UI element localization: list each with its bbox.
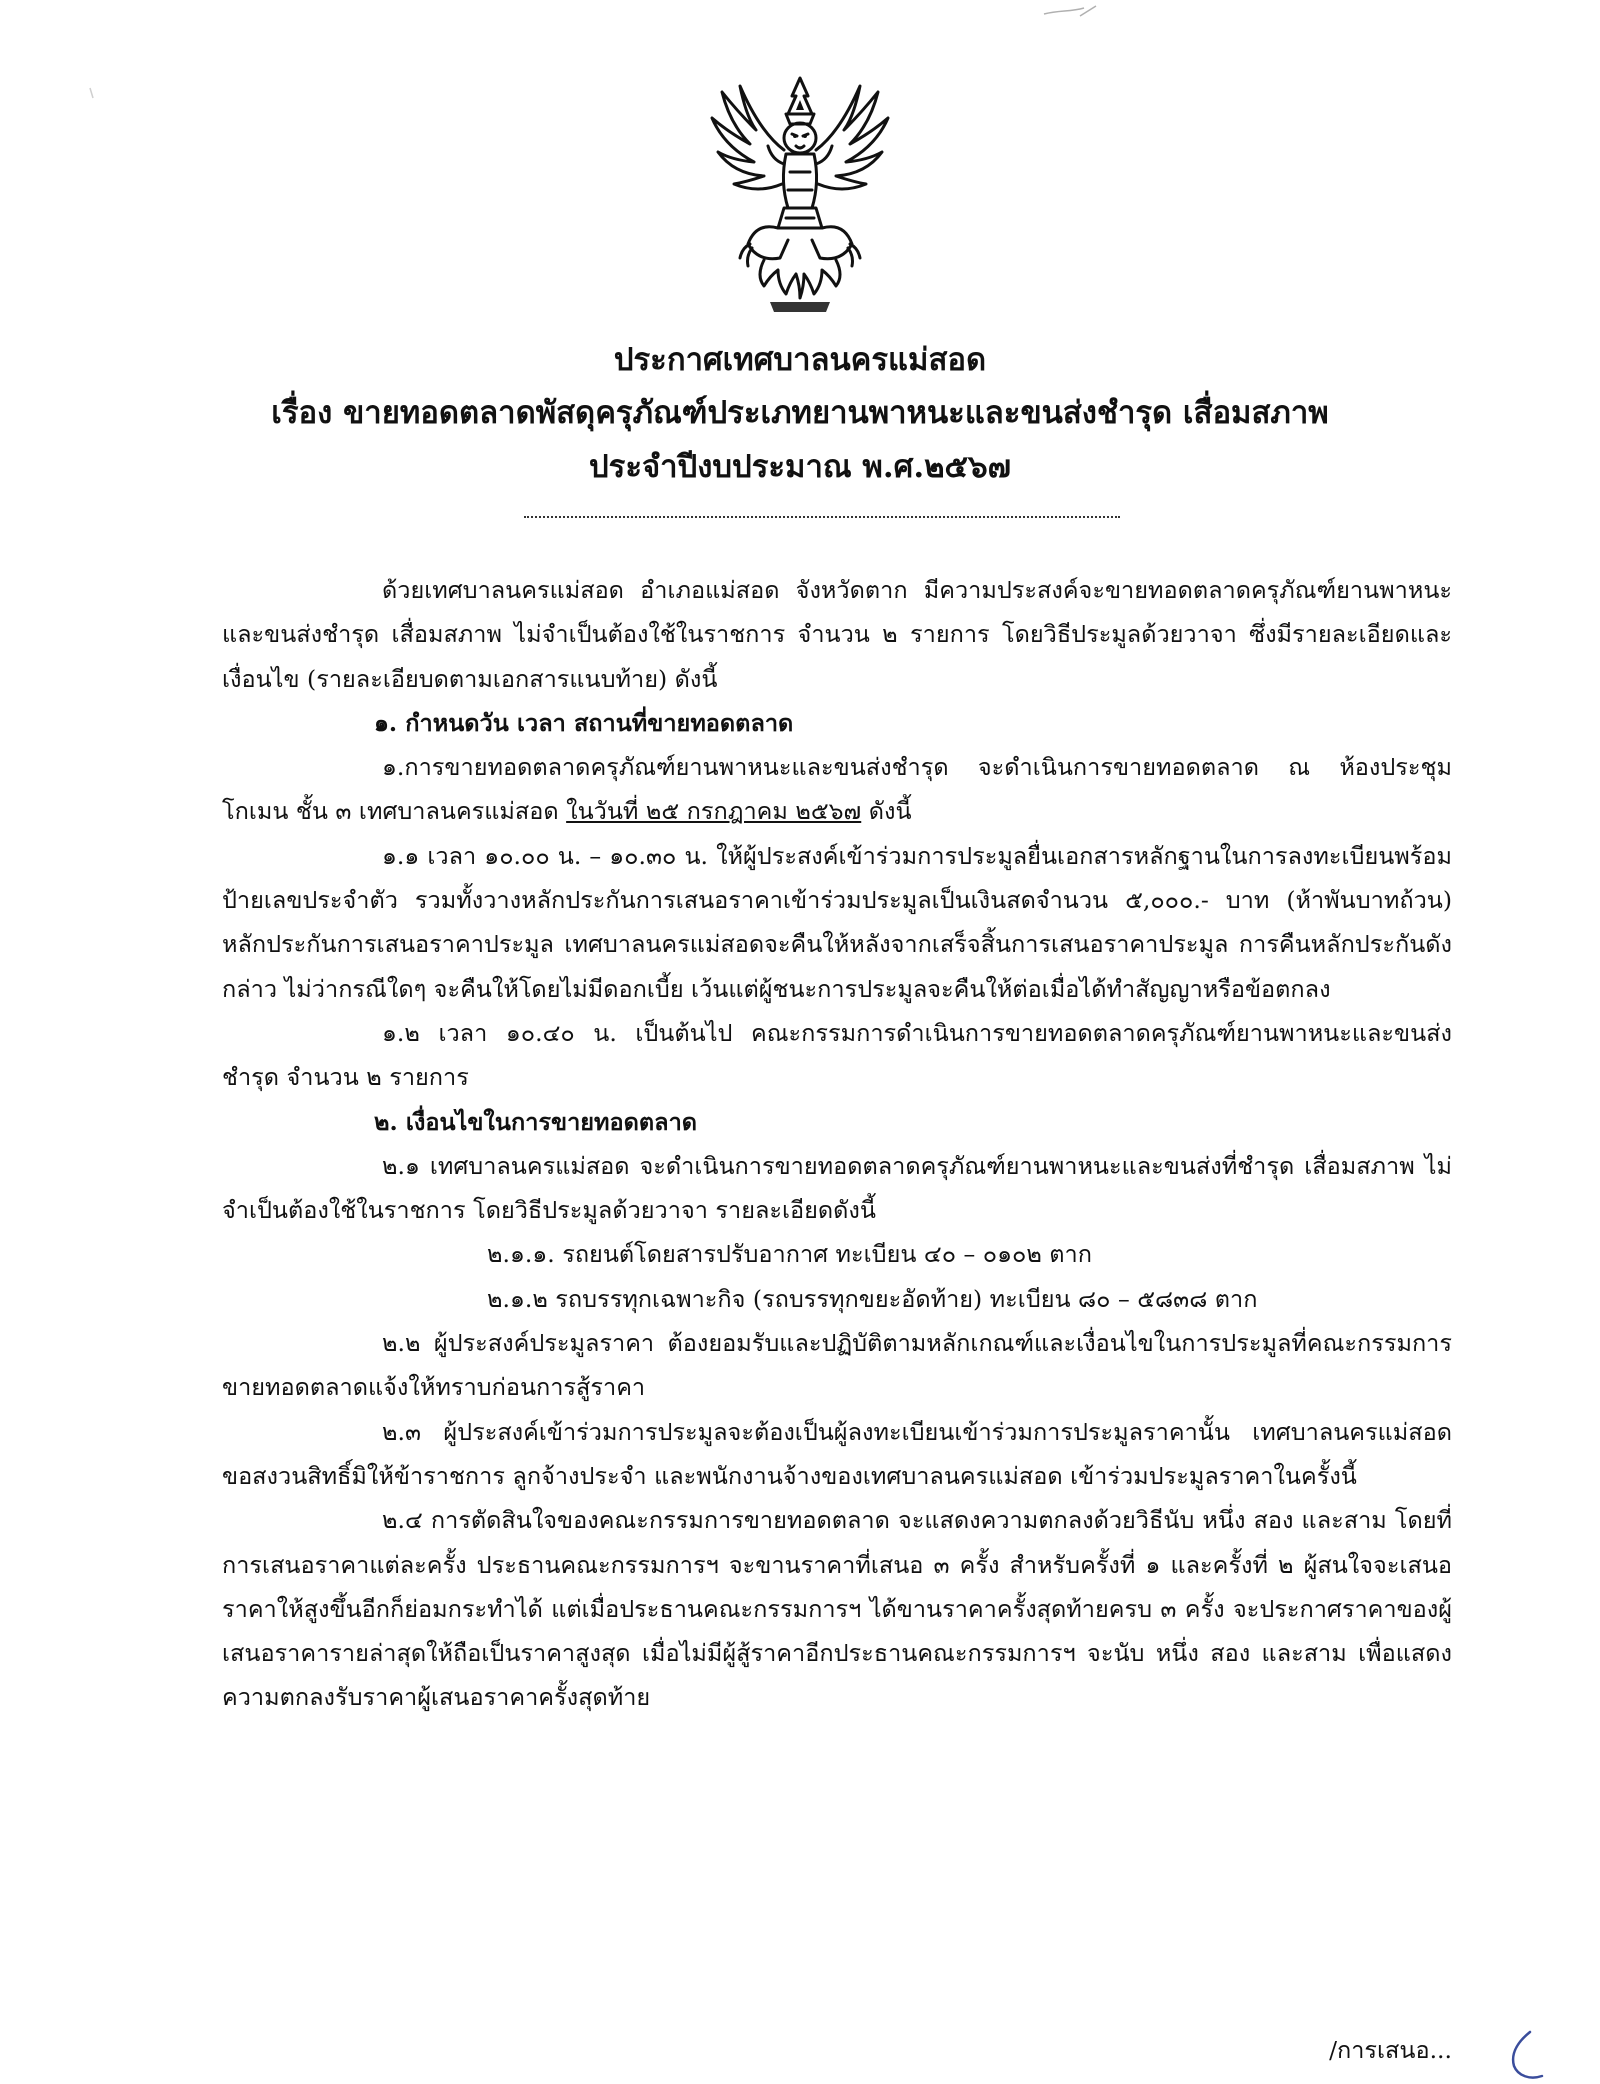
clause-1-1: ๑.๑ เวลา ๑๐.๐๐ น. – ๑๐.๓๐ น. ให้ผู้ประสงค์เข้าร่วมการประมูลยื่นเอกสารหลักฐานในการลงทะเบียนพร้อมป้ายเลขประจำตัว รวมทั้งวางหลักประกันการเสนอราคาเข้าร่วมประมูลเป็นเงินสดจำนวน ๕,๐๐๐.- บาท (ห้าพันบาทถ้วน) หลักประกันการเสนอราคาประมูล เทศบาลนครแม่สอดจะคืนให้หลังจากเสร็จสิ้นการเสนอราคาประมูล การคืนหลักประกันดังกล่าว ไม่ว่ากรณีใดๆ จะคืนให้โดยไม่มีดอกเบี้ย เว้นแต่ผู้ชนะการประมูลจะคืนให้ต่อเมื่อได้ทำสัญญาหรือข้อตกลง [222,841,1452,1003]
announcement-subject: เรื่อง ขายทอดตลาดพัสดุครุภัณฑ์ประเภทยานพาหนะและขนส่งชำรุด เสื่อมสภาพ [271,395,1329,431]
clause-2-4: ๒.๔ การตัดสินใจของคณะกรรมการขายทอดตลาด จะแสดงความตกลงด้วยวิธีนับ หนึ่ง สอง และสาม โดยที่การเสนอราคาแต่ละครั้ง ประธานคณะกรรมการฯ จะขานราคาที่เสนอ ๓ ครั้ง สำหรับครั้งที่ ๑ และครั้งที่ ๒ ผู้สนใจจะเสนอราคาให้สูงขึ้นอีกก็ย่อมกระทำได้ แต่เมื่อประธานคณะกรรมการฯ ได้ขานราคาครั้งสุดท้ายครบ ๓ ครั้ง จะประกาศราคาของผู้เสนอราคารายล่าสุดให้ถือเป็นราคาสูงสุด เมื่อไม่มีผู้สู้ราคาอีกประธานคณะกรรมการฯ จะนับ หนึ่ง สอง และสาม เพื่อแสดงความตกลงรับราคาผู้เสนอราคาครั้งสุดท้าย [222,1506,1452,1712]
clause-1-2: ๑.๒ เวลา ๑๐.๔๐ น. เป็นต้นไป คณะกรรมการดำเนินการขายทอดตลาดครุภัณฑ์ยานพาหนะและขนส่งชำรุด จำนวน ๒ รายการ [222,1018,1452,1092]
section-1-text: ๑.การขายทอดตลาดครุภัณฑ์ยานพาหนะและขนส่งชำรุด จะดำเนินการขายทอดตลาด ณ ห้องประชุมโกเมน ชั้น ๓ เทศบาลนครแม่สอด [222,753,1452,826]
fiscal-year-line: ประจำปีงบประมาณ พ.ศ.๒๕๖๗ [589,449,1011,485]
item-2-1-1: ๒.๑.๑. รถยนต์โดยสารปรับอากาศ ทะเบียน ๔๐ – ๐๑๐๒ ตาก [487,1240,1092,1269]
section-1-heading: ๑. กำหนดวัน เวลา สถานที่ขายทอดตลาด [374,708,794,737]
scan-mark-left [84,84,104,104]
clause-2-2: ๒.๒ ผู้ประสงค์ประมูลราคา ต้องยอมรับและปฏิบัติตามหลักเกณฑ์และเงื่อนไขในการประมูลที่คณะกรรมการขายทอดตลาดแจ้งให้ทราบก่อนการสู้ราคา [222,1329,1452,1402]
auction-date: ในวันที่ ๒๕ กรกฎาคม ๒๕๖๗ [566,797,862,826]
pen-mark [1490,2026,1550,2084]
garuda-seal-icon [700,72,900,322]
section-1-tail: ดังนี้ [861,797,912,826]
intro-paragraph: ด้วยเทศบาลนครแม่สอด อำเภอแม่สอด จังหวัดตาก มีความประสงค์จะขายทอดตลาดครุภัณฑ์ยานพาหนะและขนส่งชำรุด เสื่อมสภาพ ไม่จำเป็นต้องใช้ในราชการ จำนวน ๒ รายการ โดยวิธีประมูลด้วยวาจา ซึ่งมีรายละเอียดและเงื่อนไข (รายละเอียบดตามเอกสารแนบท้าย) ดังนี้ [222,576,1452,693]
scan-mark-top [1040,2,1100,22]
clause-2-1: ๒.๑ เทศบาลนครแม่สอด จะดำเนินการขายทอดตลาดครุภัณฑ์ยานพาหนะและขนส่งที่ชำรุด เสื่อมสภาพ ไม่จำเป็นต้องใช้ในราชการ โดยวิธีประมูลด้วยวาจา รายละเอียดดังนี้ [222,1151,1452,1225]
item-2-1-2: ๒.๑.๒ รถบรรทุกเฉพาะกิจ (รถบรรทุกขยะอัดท้าย) ทะเบียน ๘๐ – ๕๘๓๘ ตาก [487,1284,1258,1313]
section-2-heading: ๒. เงื่อนไขในการขายทอดตลาด [374,1107,698,1136]
clause-2-3: ๒.๓ ผู้ประสงค์เข้าร่วมการประมูลจะต้องเป็นผู้ลงทะเบียนเข้าร่วมการประมูลราคานั้น เทศบาลนครแม่สอด ขอสงวนสิทธิ์มิให้ข้าราชการ ลูกจ้างประจำ และพนักงานจ้างของเทศบาลนครแม่สอด เข้าร่วมประมูลราคาในครั้งนี้ [222,1417,1452,1490]
continued-marker: /การเสนอ... [1329,2036,1452,2064]
announcement-title: ประกาศเทศบาลนครแม่สอด [613,342,987,378]
title-divider [524,516,1120,518]
announcement-body [222,568,1452,1720]
section-1-paragraph [222,745,1452,834]
